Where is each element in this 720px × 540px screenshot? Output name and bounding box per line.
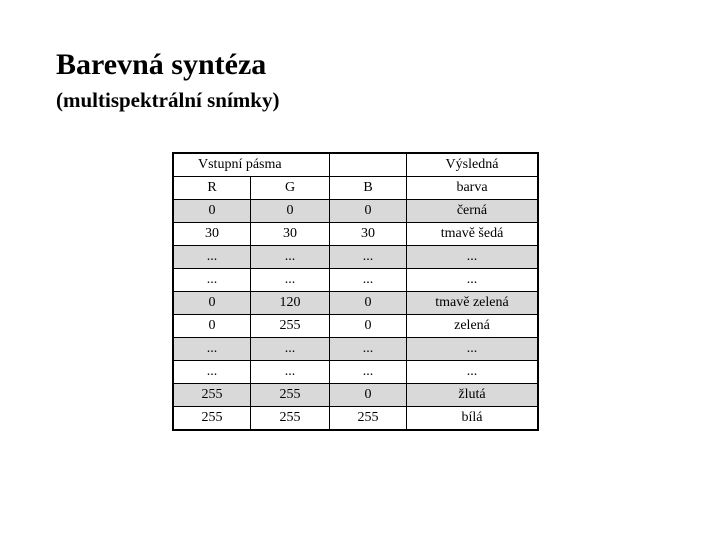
cell-b: 255: [330, 407, 407, 431]
header-input-bands: [173, 153, 330, 177]
page-title: Barevná syntéza: [56, 48, 267, 81]
cell-b: ...: [330, 269, 407, 292]
cell-b: ...: [330, 246, 407, 269]
cell-color: zelená: [407, 315, 539, 338]
cell-g: 255: [251, 315, 330, 338]
cell-color: žlutá: [407, 384, 539, 407]
cell-r: 0: [173, 200, 251, 223]
table-row: [173, 338, 538, 361]
cell-color: ...: [407, 246, 539, 269]
cell-r: ...: [173, 361, 251, 384]
cell-b: 0: [330, 292, 407, 315]
cell-g: 255: [251, 407, 330, 431]
page-subtitle: (multispektrální snímky): [56, 88, 280, 112]
cell-color: tmavě šedá: [407, 223, 539, 246]
cell-r: ...: [173, 269, 251, 292]
cell-color: ...: [407, 269, 539, 292]
cell-r: ...: [173, 246, 251, 269]
cell-color: ...: [407, 361, 539, 384]
cell-color: černá: [407, 200, 539, 223]
cell-g: 0: [251, 200, 330, 223]
cell-r: 255: [173, 384, 251, 407]
cell-r: 0: [173, 292, 251, 315]
cell-b: ...: [330, 338, 407, 361]
header-result: [407, 153, 539, 177]
cell-r: 0: [173, 315, 251, 338]
cell-r: 255: [173, 407, 251, 431]
table-row: [173, 200, 538, 223]
table-row: [173, 292, 538, 315]
cell-color: ...: [407, 338, 539, 361]
cell-b: ...: [330, 361, 407, 384]
header-r: R: [173, 177, 251, 200]
table-header-row-bottom: [173, 177, 538, 200]
color-synthesis-table: [172, 152, 539, 431]
cell-b: 0: [330, 384, 407, 407]
table-row: [173, 246, 538, 269]
header-empty-cell: [330, 153, 407, 177]
cell-b: 0: [330, 315, 407, 338]
cell-r: 30: [173, 223, 251, 246]
cell-g: 255: [251, 384, 330, 407]
cell-b: 0: [330, 200, 407, 223]
cell-g: ...: [251, 338, 330, 361]
header-result-label: Výsledná: [445, 157, 499, 172]
cell-g: ...: [251, 246, 330, 269]
table-header-row-top: [173, 153, 538, 177]
header-g: G: [251, 177, 330, 200]
cell-b: 30: [330, 223, 407, 246]
table-row: [173, 223, 538, 246]
cell-g: 30: [251, 223, 330, 246]
table-row: [173, 384, 538, 407]
cell-r: ...: [173, 338, 251, 361]
table-row: [173, 361, 538, 384]
table-row: [173, 407, 538, 431]
header-color: barva: [407, 177, 539, 200]
cell-g: ...: [251, 361, 330, 384]
header-input-bands-label: Vstupní pásma: [198, 157, 282, 172]
cell-color: tmavě zelená: [407, 292, 539, 315]
cell-g: ...: [251, 269, 330, 292]
table-row: [173, 269, 538, 292]
header-b: B: [330, 177, 407, 200]
cell-g: 120: [251, 292, 330, 315]
cell-color: bílá: [407, 407, 539, 431]
table-row: [173, 315, 538, 338]
